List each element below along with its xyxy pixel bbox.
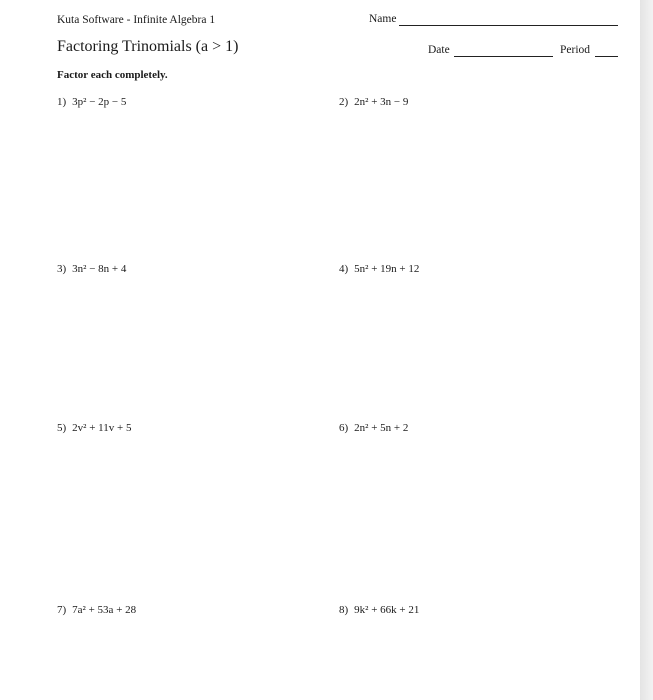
problem-expression: 7a² + 53a + 28 bbox=[72, 604, 137, 616]
problem-number: 3) bbox=[57, 263, 67, 275]
problem-number: 4) bbox=[339, 263, 349, 275]
source-label: Kuta Software - Infinite Algebra 1 bbox=[57, 14, 216, 26]
period-label: Period bbox=[560, 44, 591, 56]
problem-number: 5) bbox=[57, 422, 67, 434]
problem-4 bbox=[339, 263, 419, 275]
problem-expression: 2n² + 3n − 9 bbox=[354, 96, 409, 108]
problem-7 bbox=[57, 604, 136, 616]
problem-expression: 5n² + 19n + 12 bbox=[354, 263, 420, 275]
problem-2 bbox=[339, 96, 408, 108]
problem-expression: 2v² + 11v + 5 bbox=[72, 422, 132, 434]
problem-number: 1) bbox=[57, 96, 67, 108]
problem-8 bbox=[339, 604, 419, 616]
problem-number: 6) bbox=[339, 422, 349, 434]
worksheet-title: Factoring Trinomials (a > 1) bbox=[57, 38, 239, 55]
problem-expression: 9k² + 66k + 21 bbox=[354, 604, 420, 616]
problem-expression: 3p² − 2p − 5 bbox=[72, 96, 127, 108]
page-edge-shadow bbox=[640, 0, 653, 700]
problem-1 bbox=[57, 96, 126, 108]
problem-3 bbox=[57, 263, 126, 275]
name-field-line[interactable] bbox=[399, 25, 618, 26]
date-label: Date bbox=[428, 44, 450, 56]
problem-expression: 3n² − 8n + 4 bbox=[72, 263, 127, 275]
problem-expression: 2n² + 5n + 2 bbox=[354, 422, 409, 434]
date-field-line[interactable] bbox=[454, 56, 553, 57]
problem-5 bbox=[57, 422, 131, 434]
instructions: Factor each completely. bbox=[57, 69, 168, 81]
period-field-line[interactable] bbox=[595, 56, 618, 57]
problem-number: 8) bbox=[339, 604, 349, 616]
name-label: Name bbox=[369, 13, 397, 25]
problem-number: 7) bbox=[57, 604, 67, 616]
problem-number: 2) bbox=[339, 96, 349, 108]
problem-6 bbox=[339, 422, 408, 434]
